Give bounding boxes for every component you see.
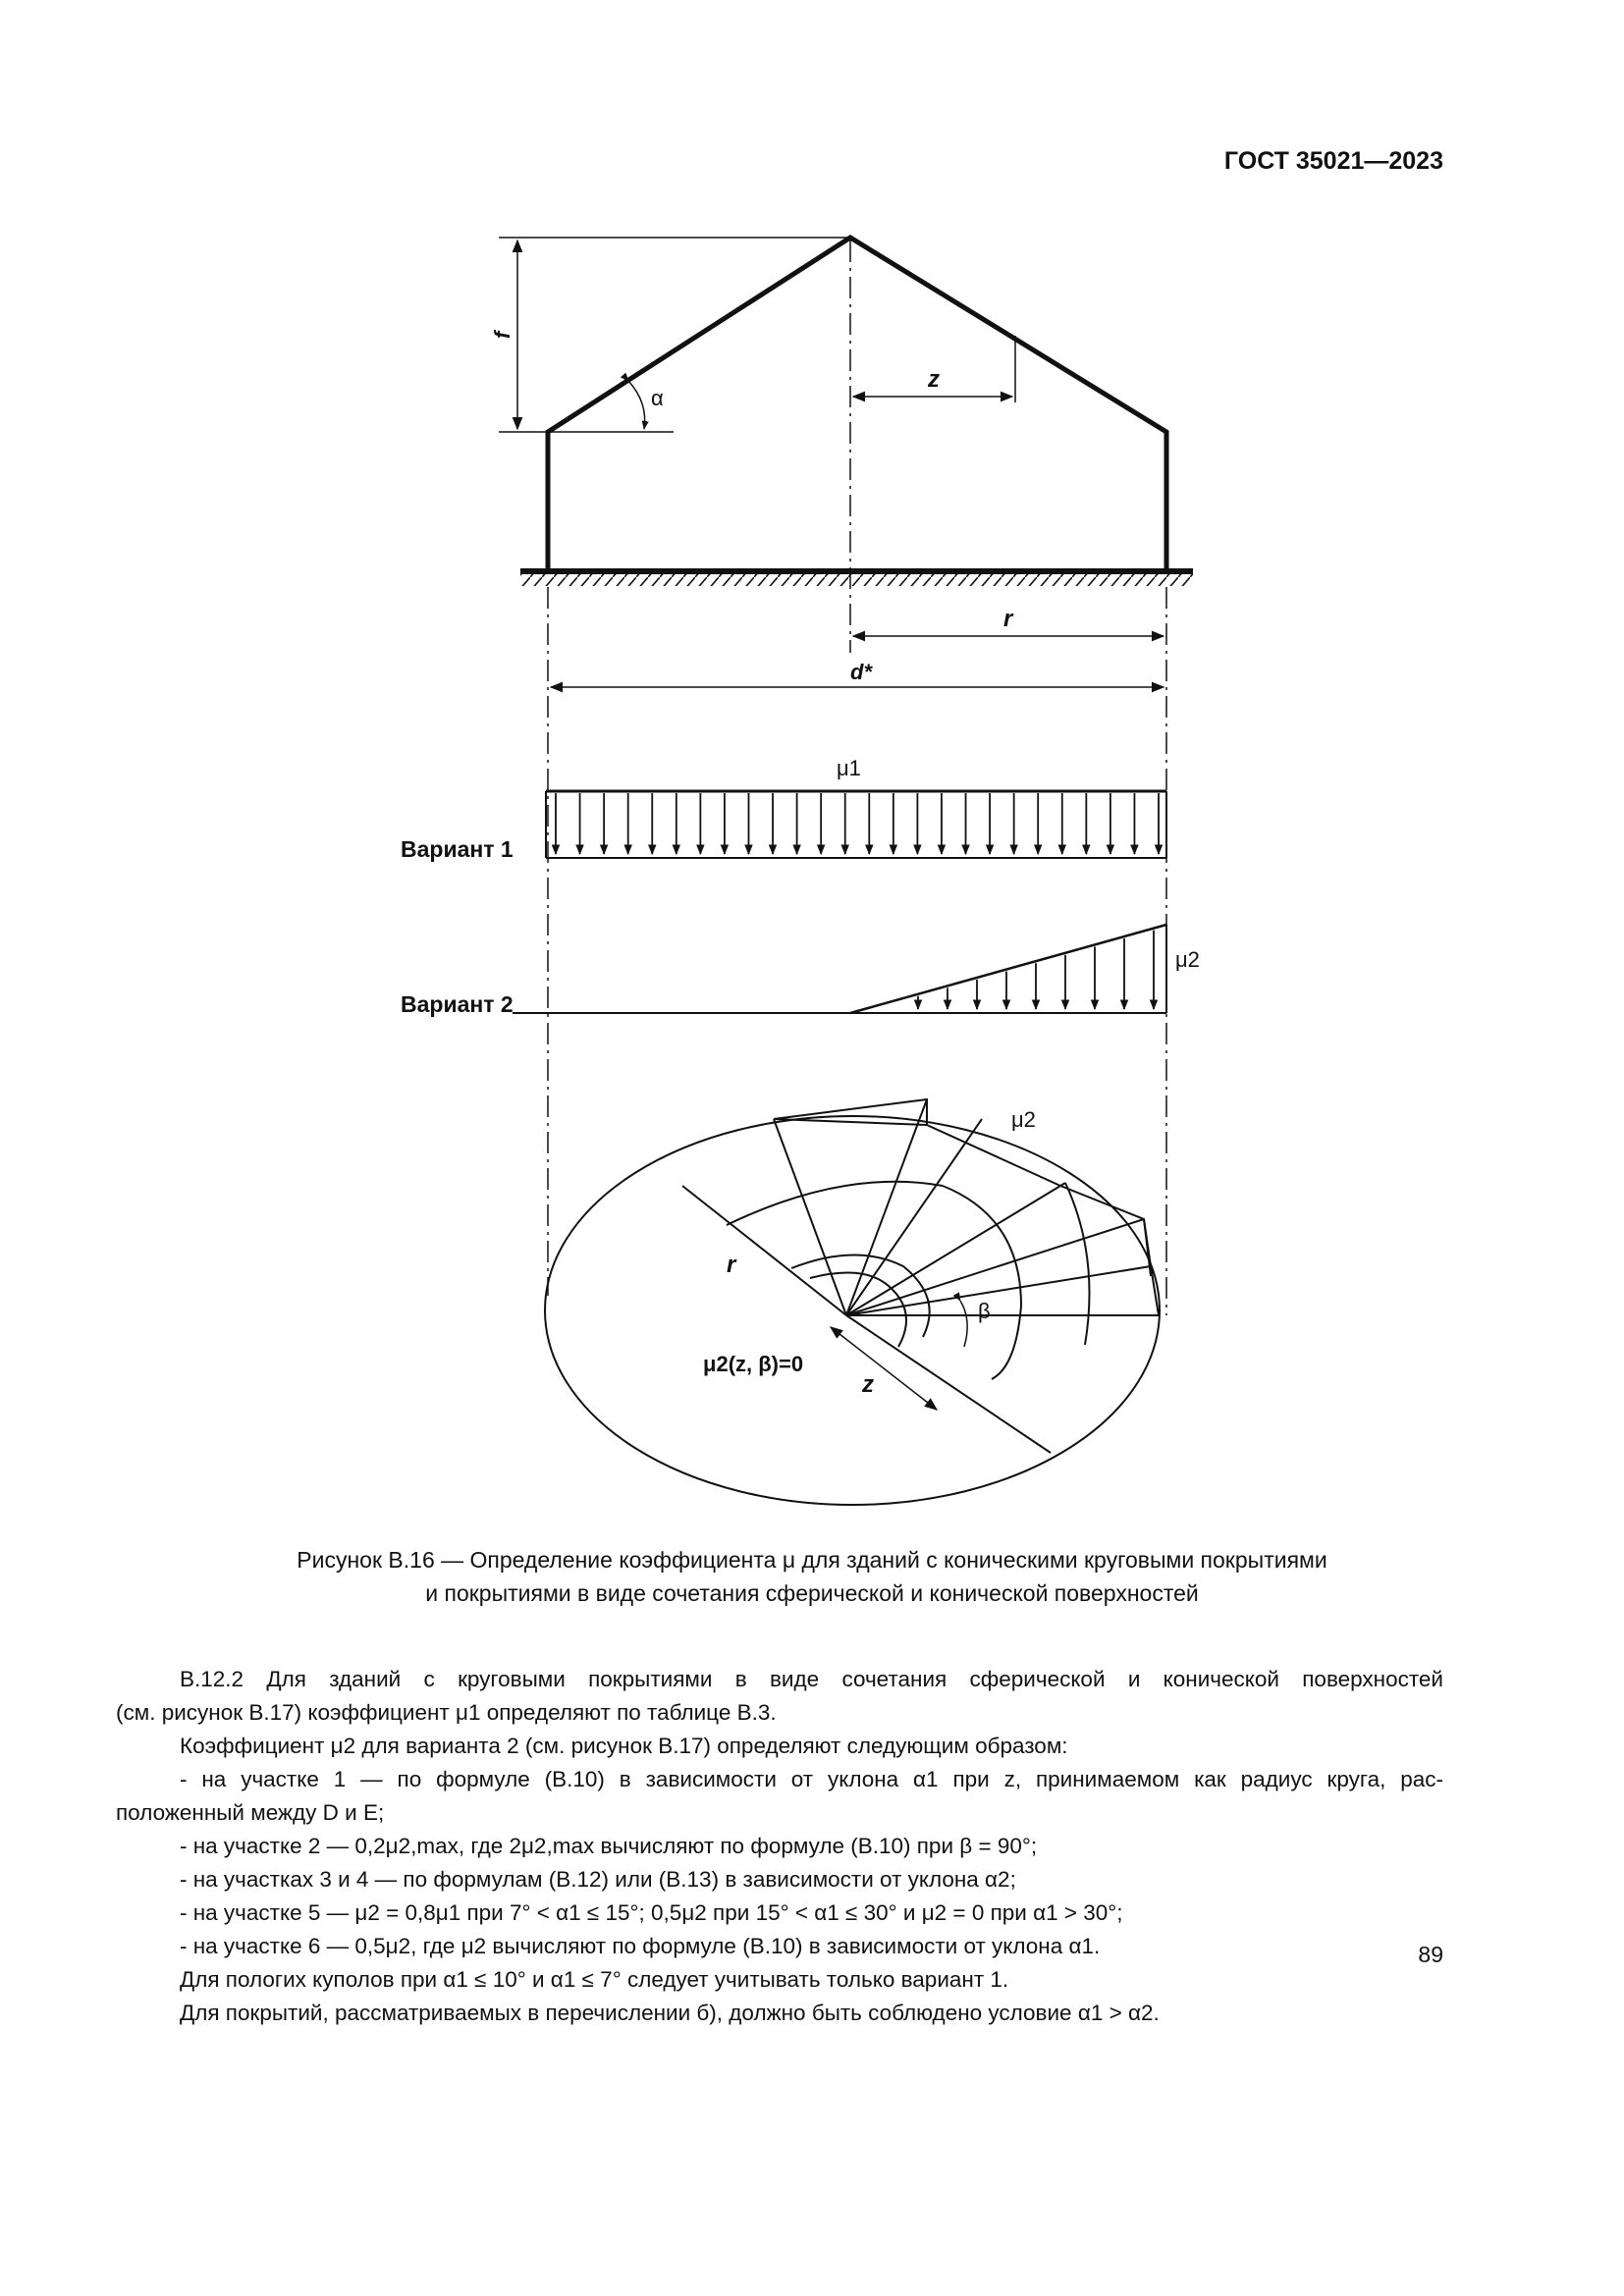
label-plan-r: r [727,1252,736,1278]
label-variant1: Вариант 1 [401,836,514,862]
paragraph-3-line-2: положенный между D и E; [116,1800,385,1825]
label-plan-mu2: μ2 [1011,1107,1036,1132]
body-text [116,1663,1443,2030]
paragraph-4: - на участке 2 — 0,2μ2,max, где 2μ2,max вычисляют по формуле (В.10) при β = 90°; [180,1834,1038,1858]
plan-view [545,1099,1160,1505]
variant1-load-diagram [546,791,1166,858]
label-plan-formula: μ2(z, β)=0 [703,1352,804,1376]
paragraph-6: - на участке 5 — μ2 = 0,8μ1 при 7° < α1 ≤ 15°; 0,5μ2 при 15° < α1 ≤ 30° и μ2 = 0 при α1 > 30°; [180,1900,1123,1925]
label-mu2: μ2 [1175,947,1200,972]
paragraph-8: Для пологих куполов при α1 ≤ 10° и α1 ≤ 7° следует учитывать только вариант 1. [180,1967,1009,1992]
paragraph-2: Коэффициент μ2 для варианта 2 (см. рисунок В.17) определяют следующим образом: [180,1734,1068,1758]
label-plan-z: z [862,1371,874,1398]
paragraph-1-line-2: (см. рисунок В.17) коэффициент μ1 определяют по таблице В.3. [116,1700,777,1725]
paragraph-5: - на участках 3 и 4 — по формулам (В.12) или (В.13) в зависимости от уклона α2; [180,1867,1016,1892]
variant2-load-diagram [513,925,1166,1013]
page-number: 89 [1418,1942,1443,1967]
label-alpha: α [651,386,664,410]
paragraph-9: Для покрытий, рассматриваемых в перечислении б), должно быть соблюдено условие α1 > α2. [180,2001,1160,2025]
label-f: f [490,331,514,339]
label-variant2: Вариант 2 [401,991,514,1017]
paragraph-7: - на участке 6 — 0,5μ2, где μ2 вычисляют по формуле (В.10) в зависимости от уклона α1. [180,1934,1101,1958]
label-r: r [1003,606,1013,632]
paragraph-1-line-1: В.12.2 Для зданий с круговыми покрытиями в виде сочетания сферической и конической поверхностей [180,1667,1443,1691]
label-mu1: μ1 [837,756,861,780]
figure-caption [98,1543,1526,1610]
label-plan-beta: β [978,1299,991,1323]
paragraph-3-line-1: - на участке 1 — по формуле (В.10) в зависимости от уклона α1 при z, принимаемом как радиус круга, рас- [180,1767,1443,1791]
caption-line-2: и покрытиями в виде сочетания сферической и конической поверхностей [425,1580,1199,1606]
caption-line-1: Рисунок В.16 — Определение коэффициента μ для зданий с коническими круговыми покрытиями [297,1547,1327,1573]
document-code: ГОСТ 35021—2023 [1223,147,1443,175]
label-d: d* [850,660,872,684]
label-z: z [928,366,940,393]
